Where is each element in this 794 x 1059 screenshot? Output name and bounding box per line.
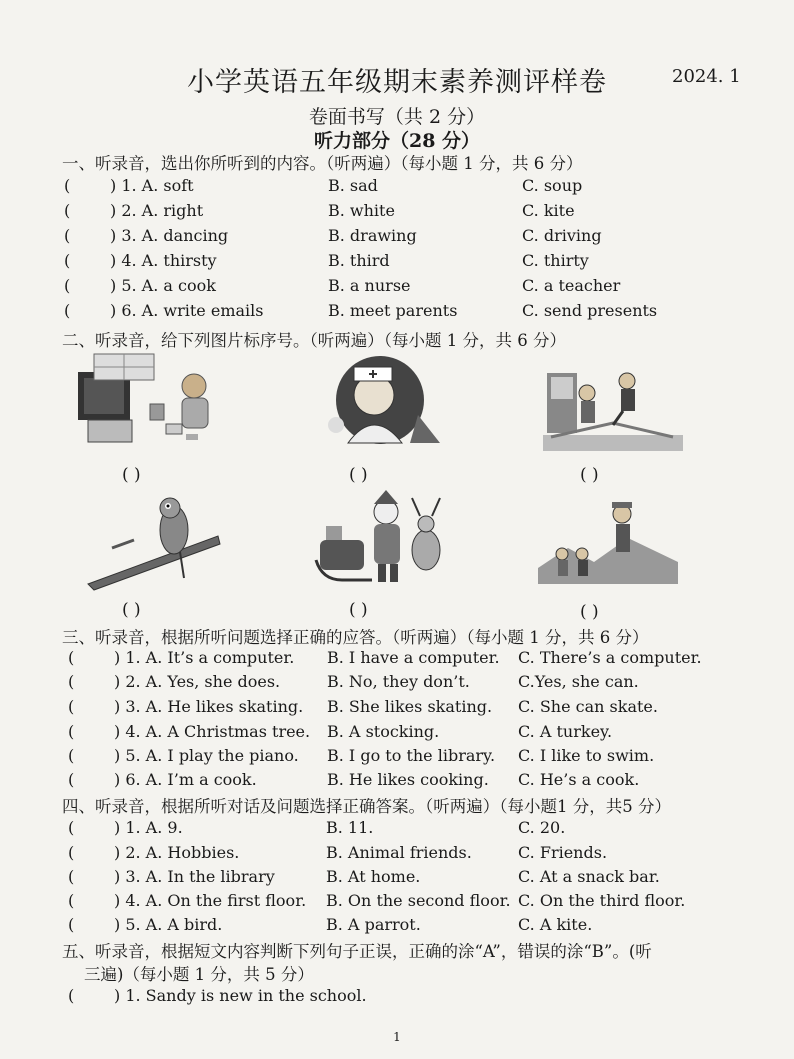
answer-blank[interactable]: ( <box>68 770 75 789</box>
section1-item <box>64 251 744 275</box>
option-b: B. I have a computer. <box>327 648 500 667</box>
exam-title: 小学英语五年级期末素养测评样卷 <box>187 67 607 98</box>
answer-blank[interactable]: ( <box>68 672 75 691</box>
answer-blank[interactable]: ( <box>68 722 75 741</box>
section1-item <box>64 201 744 225</box>
answer-blank[interactable]: ( <box>68 915 75 934</box>
option-a: ) 1. A. It’s a computer. <box>114 648 295 667</box>
exam-date: 2024. 1 <box>672 66 741 87</box>
writing-score-line: 卷面书写（共 2 分） <box>308 106 486 128</box>
answer-blank[interactable]: ( <box>64 176 71 195</box>
option-c: C. driving <box>522 226 602 245</box>
picture-blank[interactable]: ( ) <box>580 465 599 485</box>
answer-blank[interactable]: ( <box>64 301 71 320</box>
option-c: C. 20. <box>518 818 566 837</box>
nurse-icon <box>310 345 450 445</box>
answer-blank[interactable]: ( <box>68 697 75 716</box>
option-a: ) 2. A. Hobbies. <box>114 843 240 862</box>
option-c: C. kite <box>522 201 575 220</box>
section5-heading-cont: 三遍)（每小题 1 分，共 5 分） <box>84 965 314 984</box>
option-a: ) 3. A. In the library <box>114 867 275 886</box>
option-a: ) 1. A. soft <box>110 176 194 195</box>
section2-heading: 二、听录音，给下列图片标序号。（听两遍）（每小题 1 分，共 6 分） <box>62 331 566 350</box>
section3-item <box>68 672 748 696</box>
tv-room-icon <box>74 350 214 450</box>
option-a: ) 5. A. I play the piano. <box>114 746 299 765</box>
option-c: C. send presents <box>522 301 658 320</box>
answer-blank[interactable]: ( <box>64 226 71 245</box>
section1-item <box>64 226 744 250</box>
answer-blank[interactable]: ( <box>68 891 75 910</box>
option-a: ) 6. A. I’m a cook. <box>114 770 257 789</box>
section4-item <box>68 915 748 939</box>
option-a: ) 3. A. dancing <box>110 226 229 245</box>
option-c: C. She can skate. <box>518 697 658 716</box>
option-a: ) 1. A. 9. <box>114 818 183 837</box>
option-c: C. At a snack bar. <box>518 867 660 886</box>
option-b: B. On the second floor. <box>326 891 511 910</box>
section4-heading: 四、听录音，根据所听对话及问题选择正确答案。（听两遍）（每小题1 分，共5 分） <box>62 797 671 816</box>
section1-heading: 一、听录音，选出你所听到的内容。（听两遍）（每小题 1 分，共 6 分） <box>62 154 583 173</box>
answer-blank[interactable]: ( <box>68 746 75 765</box>
answer-blank[interactable]: ( <box>64 251 71 270</box>
option-c: C. a teacher <box>522 276 621 295</box>
option-a: ) 3. A. He likes skating. <box>114 697 304 716</box>
section3-item <box>68 722 748 746</box>
option-c: C. He’s a cook. <box>518 770 640 789</box>
option-b: B. At home. <box>326 867 421 886</box>
option-c: C. I like to swim. <box>518 746 655 765</box>
section3-item <box>68 770 748 794</box>
option-b: B. white <box>328 201 395 220</box>
option-a: ) 4. A. thirsty <box>110 251 217 270</box>
section4-item <box>68 867 748 891</box>
answer-blank[interactable]: ( <box>64 201 71 220</box>
option-b: B. third <box>328 251 390 270</box>
option-b: B. He likes cooking. <box>327 770 489 789</box>
option-b: B. Animal friends. <box>326 843 472 862</box>
page-number: 1 <box>393 1030 401 1044</box>
listening-part-title: 听力部分（28 分） <box>313 130 481 152</box>
section3-item <box>68 697 748 721</box>
option-c: C. On the third floor. <box>518 891 686 910</box>
answer-blank[interactable]: ( <box>68 986 75 1005</box>
option-c: C.Yes, she can. <box>518 672 639 691</box>
kids-playground-icon <box>543 353 683 453</box>
option-b: B. A stocking. <box>327 722 440 741</box>
option-b: B. sad <box>328 176 378 195</box>
picture-blank[interactable]: ( ) <box>580 602 599 622</box>
option-c: C. Friends. <box>518 843 608 862</box>
section1-item <box>64 276 744 300</box>
option-c: C. A kite. <box>518 915 593 934</box>
option-b: B. drawing <box>328 226 417 245</box>
option-b: B. meet parents <box>328 301 458 320</box>
option-b: B. 11. <box>326 818 374 837</box>
answer-blank[interactable]: ( <box>68 648 75 667</box>
section4-item <box>68 891 748 915</box>
option-c: C. There’s a computer. <box>518 648 702 667</box>
answer-blank[interactable]: ( <box>68 843 75 862</box>
section4-item <box>68 843 748 867</box>
option-b: B. A parrot. <box>326 915 421 934</box>
option-b: B. She likes skating. <box>327 697 493 716</box>
picture-blank[interactable]: ( ) <box>122 465 141 485</box>
section5-heading: 五、听录音，根据短文内容判断下列句子正误，正确的涂“A”，错误的涂“B”。(听 <box>62 942 652 961</box>
section1-item <box>64 176 744 200</box>
section3-item <box>68 746 748 770</box>
section3-item <box>68 648 748 672</box>
option-a: ) 5. A. A bird. <box>114 915 223 934</box>
statement: ) 1. Sandy is new in the school. <box>114 986 367 1005</box>
option-a: ) 6. A. write emails <box>110 301 264 320</box>
option-a: ) 2. A. right <box>110 201 204 220</box>
option-c: C. thirty <box>522 251 589 270</box>
travel-kids-icon <box>538 498 678 598</box>
picture-blank[interactable]: ( ) <box>349 600 368 620</box>
option-a: ) 2. A. Yes, she does. <box>114 672 281 691</box>
option-c: C. soup <box>522 176 583 195</box>
option-b: B. a nurse <box>328 276 411 295</box>
picture-blank[interactable]: ( ) <box>349 465 368 485</box>
answer-blank[interactable]: ( <box>68 867 75 886</box>
picture-blank[interactable]: ( ) <box>122 600 141 620</box>
section4-item <box>68 818 748 842</box>
answer-blank[interactable]: ( <box>68 818 75 837</box>
owl-branch-icon <box>84 492 224 592</box>
option-a: ) 4. A. A Christmas tree. <box>114 722 311 741</box>
option-c: C. A turkey. <box>518 722 613 741</box>
santa-sleigh-icon <box>312 490 452 590</box>
section5-item <box>68 986 748 1010</box>
section3-heading: 三、听录音，根据所听问题选择正确的应答。（听两遍）（每小题 1 分，共 6 分） <box>62 628 649 647</box>
option-b: B. No, they don’t. <box>327 672 470 691</box>
option-a: ) 5. A. a cook <box>110 276 216 295</box>
answer-blank[interactable]: ( <box>64 276 71 295</box>
section1-item <box>64 301 744 325</box>
option-b: B. I go to the library. <box>327 746 496 765</box>
option-a: ) 4. A. On the first floor. <box>114 891 307 910</box>
